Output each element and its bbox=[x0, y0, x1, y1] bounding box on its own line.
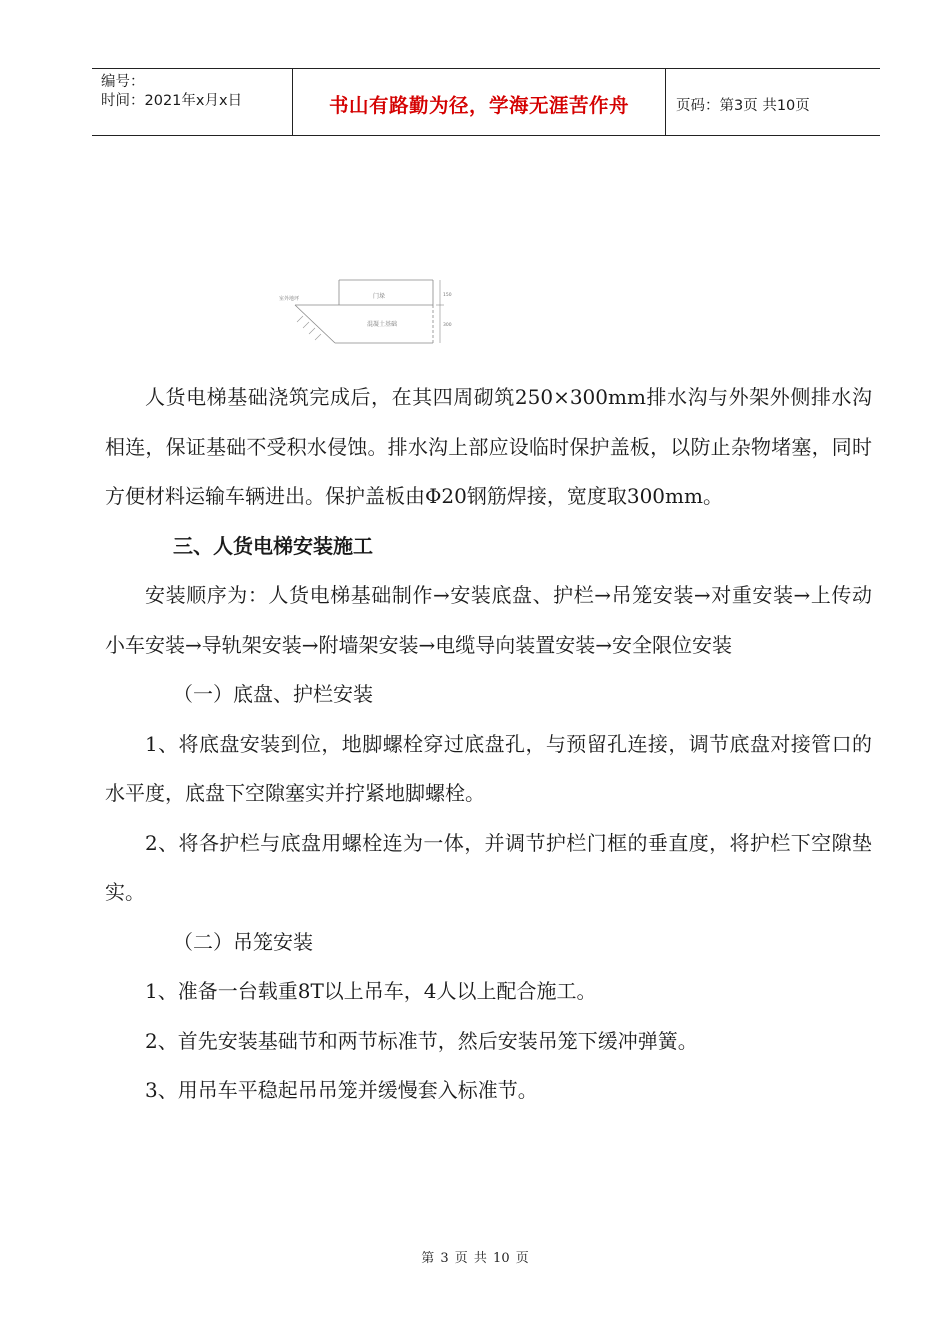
paragraph-cage-step-3: 3、用吊车平稳起吊吊笼并缓慢套入标准节。 bbox=[145, 1078, 538, 1102]
header-page-info: 页码：第3页 共10页 bbox=[676, 97, 810, 114]
paragraph-install-order: 安装顺序为：人货电梯基础制作→安装底盘、护栏→吊笼安装→对重安装→上传动小车安装→导轨架安装→附墙架安装→电缆导向装置安装→安全限位安装 bbox=[105, 583, 872, 657]
paragraph-base-step-2: 2、将各护栏与底盘用螺栓连为一体，并调节护栏门框的垂直度，将护栏下空隙垫实。 bbox=[105, 830, 872, 904]
subsection-cage: （二）吊笼安装 bbox=[173, 929, 313, 954]
dim-top-label: 150 bbox=[443, 293, 452, 298]
paragraph-cage-step-2: 2、首先安装基础节和两节标准节，然后安装吊笼下缓冲弹簧。 bbox=[145, 1028, 698, 1053]
header-meta bbox=[92, 69, 293, 135]
page-footer: 第 3 页 共 10 页 bbox=[421, 1251, 529, 1266]
doc-number-label: 编号： bbox=[101, 74, 145, 90]
document-body bbox=[105, 373, 872, 1116]
doc-time-label: 时间：2021年x月x日 bbox=[101, 93, 243, 109]
subsection-base: （一）底盘、护栏安装 bbox=[173, 682, 373, 706]
dim-bottom-label: 300 bbox=[443, 323, 452, 328]
page-header bbox=[92, 68, 880, 136]
foundation-diagram bbox=[275, 278, 465, 348]
header-motto: 书山有路勤为径，学海无涯苦作舟 bbox=[293, 69, 666, 135]
section-heading: 三、人货电梯安装施工 bbox=[173, 533, 373, 558]
ground-label: 室外地坪 bbox=[279, 296, 300, 302]
paragraph-drainage: 人货电梯基础浇筑完成后，在其四周砌筑250×300mm排水沟与外架外侧排水沟相连，保证基础不受积水侵蚀。排水沟上部应设临时保护盖板，以防止杂物堵塞，同时方便材料运输车辆进出。保护盖板由Φ20钢筋焊接，宽度取300mm。 bbox=[105, 385, 872, 508]
paragraph-cage-step-1: 1、准备一台载重8T以上吊车，4人以上配合施工。 bbox=[145, 979, 597, 1003]
concrete-label: 混凝土基础 bbox=[367, 321, 398, 328]
paragraph-base-step-1: 1、将底盘安装到位，地脚螺栓穿过底盘孔，与预留孔连接，调节底盘对接管口的水平度，底盘下空隙塞实并拧紧地脚螺栓。 bbox=[105, 731, 872, 805]
pier-label: 门垛 bbox=[373, 293, 386, 300]
